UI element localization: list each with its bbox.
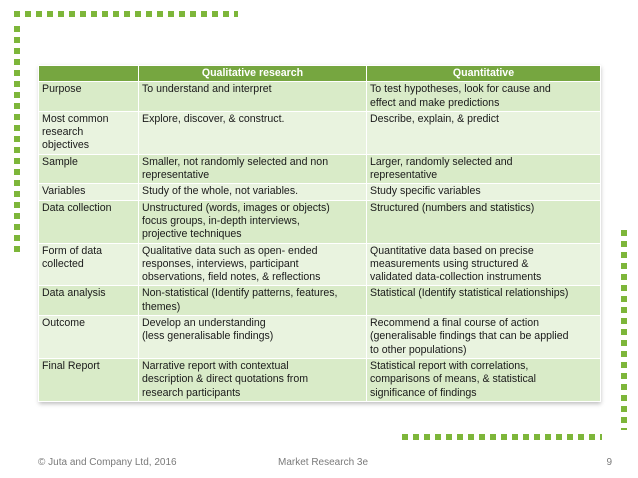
table-row [39,82,601,112]
comparison-table-container [38,65,600,402]
table-row [39,200,601,243]
row-label: Form of data collected [39,243,139,286]
row-label: Final Report [39,358,139,401]
footer-book-title: Market Research 3e [278,457,369,468]
quantitative-cell: Structured (numbers and statistics) [367,200,601,243]
header-cell-qualitative: Qualitative research [139,66,367,82]
decorative-dots-right [621,230,627,430]
row-label: Variables [39,184,139,200]
quantitative-cell: Quantitative data based on precise measurements using structured & validated data-collection instruments [367,243,601,286]
footer-page-number: 9 [606,457,612,468]
quantitative-cell: Statistical report with correlations, comparisons of means, & statistical significance of findings [367,358,601,401]
qualitative-cell: To understand and interpret [139,82,367,112]
qualitative-cell: Non-statistical (Identify patterns, features, themes) [139,286,367,316]
qualitative-cell: Narrative report with contextual description & direct quotations from research participants [139,358,367,401]
qualitative-cell: Unstructured (words, images or objects) focus groups, in-depth interviews, projective techniques [139,200,367,243]
decorative-dots-top [14,11,238,17]
table-row [39,316,601,359]
table-row [39,286,601,316]
table-row [39,184,601,200]
table-row [39,243,601,286]
table-row [39,111,601,154]
qualitative-cell: Explore, discover, & construct. [139,111,367,154]
row-label: Sample [39,154,139,184]
row-label: Purpose [39,82,139,112]
comparison-table [38,65,601,402]
quantitative-cell: Larger, randomly selected and representative [367,154,601,184]
qualitative-cell: Develop an understanding (less generalisable findings) [139,316,367,359]
quantitative-cell: To test hypotheses, look for cause and effect and make predictions [367,82,601,112]
header-cell-blank [39,66,139,82]
decorative-dots-bottom [402,434,602,440]
quantitative-cell: Statistical (Identify statistical relationships) [367,286,601,316]
row-label: Data collection [39,200,139,243]
row-label: Outcome [39,316,139,359]
quantitative-cell: Describe, explain, & predict [367,111,601,154]
table-row [39,358,601,401]
quantitative-cell: Recommend a final course of action (generalisable findings that can be applied to other populations) [367,316,601,359]
qualitative-cell: Qualitative data such as open- ended responses, interviews, participant observations, field notes, & reflections [139,243,367,286]
row-label: Data analysis [39,286,139,316]
header-cell-quantitative: Quantitative [367,66,601,82]
quantitative-cell: Study specific variables [367,184,601,200]
footer-copyright: © Juta and Company Ltd, 2016 [38,457,177,468]
qualitative-cell: Study of the whole, not variables. [139,184,367,200]
decorative-dots-left [14,26,20,252]
qualitative-cell: Smaller, not randomly selected and non representative [139,154,367,184]
row-label: Most common research objectives [39,111,139,154]
table-row [39,154,601,184]
table-header-row [39,66,601,82]
